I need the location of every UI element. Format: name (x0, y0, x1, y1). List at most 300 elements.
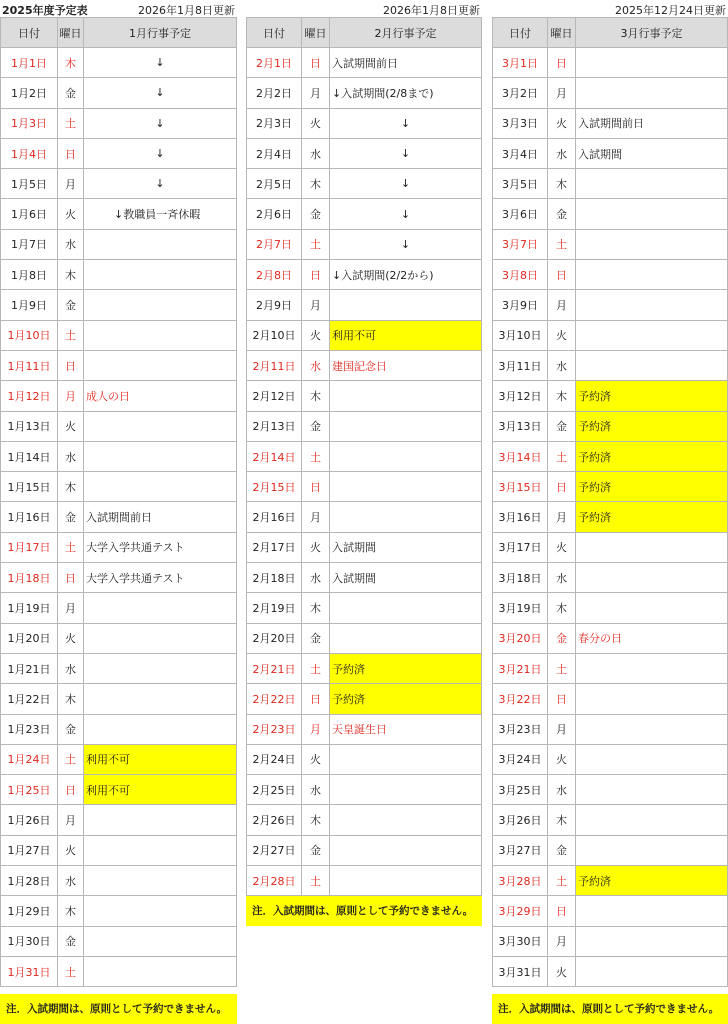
date-cell: 1月14日 (1, 441, 58, 471)
weekday-cell: 金 (302, 199, 330, 229)
event-cell (576, 532, 728, 562)
table-row (1, 623, 237, 653)
weekday-cell: 金 (548, 835, 576, 865)
weekday-cell: 水 (58, 866, 84, 896)
date-cell: 2月24日 (247, 744, 302, 774)
event-cell: 入試期間前日 (84, 502, 237, 532)
date-cell: 3月20日 (493, 623, 548, 653)
event-cell: ↓ (84, 169, 237, 199)
weekday-cell: 金 (548, 199, 576, 229)
date-cell: 2月21日 (247, 653, 302, 683)
event-cell (576, 714, 728, 744)
weekday-cell: 土 (58, 108, 84, 138)
weekday-cell: 金 (548, 623, 576, 653)
table-row (493, 805, 728, 835)
date-cell: 1月6日 (1, 199, 58, 229)
table-row (493, 350, 728, 380)
table-row (1, 108, 237, 138)
event-column-header: 2月行事予定 (330, 18, 482, 48)
date-cell: 1月2日 (1, 78, 58, 108)
date-cell: 1月1日 (1, 48, 58, 78)
event-cell (576, 78, 728, 108)
event-cell (330, 805, 482, 835)
table-row (1, 714, 237, 744)
date-cell: 3月16日 (493, 502, 548, 532)
date-cell: 3月11日 (493, 350, 548, 380)
table-row (247, 684, 482, 714)
table-row (247, 78, 482, 108)
table-row (493, 926, 728, 956)
table-row (1, 532, 237, 562)
date-cell: 2月12日 (247, 381, 302, 411)
weekday-cell: 火 (548, 108, 576, 138)
date-cell: 2月19日 (247, 593, 302, 623)
date-cell: 1月9日 (1, 290, 58, 320)
event-cell (576, 896, 728, 926)
weekday-cell: 土 (58, 956, 84, 986)
date-cell: 3月3日 (493, 108, 548, 138)
date-cell: 3月24日 (493, 744, 548, 774)
date-cell: 1月30日 (1, 926, 58, 956)
event-cell: ↓入試期間(2/8まで) (330, 78, 482, 108)
weekday-cell: 木 (58, 684, 84, 714)
event-cell (330, 502, 482, 532)
event-cell (84, 260, 237, 290)
event-cell: ↓ (330, 138, 482, 168)
reservation-note: 注．入試期間は、原則として予約できません。 (246, 896, 482, 926)
date-cell: 3月25日 (493, 775, 548, 805)
event-cell (330, 381, 482, 411)
reservation-note: 注．入試期間は、原則として予約できません。 (0, 994, 237, 1024)
date-column-header: 日付 (1, 18, 58, 48)
weekday-cell: 土 (548, 441, 576, 471)
table-row (1, 350, 237, 380)
event-cell (576, 350, 728, 380)
date-cell: 1月16日 (1, 502, 58, 532)
january-table (0, 17, 237, 987)
weekday-cell: 水 (302, 138, 330, 168)
weekday-cell: 日 (302, 260, 330, 290)
event-cell (84, 805, 237, 835)
table-row (1, 260, 237, 290)
date-cell: 3月17日 (493, 532, 548, 562)
date-cell: 2月10日 (247, 320, 302, 350)
event-cell: 入試期間 (576, 138, 728, 168)
date-cell: 3月22日 (493, 684, 548, 714)
january-header-bar (0, 0, 237, 17)
event-cell: ↓ (330, 169, 482, 199)
table-row (493, 108, 728, 138)
date-cell: 2月6日 (247, 199, 302, 229)
event-cell: 予約済 (330, 653, 482, 683)
weekday-cell: 土 (548, 653, 576, 683)
weekday-cell: 水 (302, 775, 330, 805)
march-header-bar (492, 0, 728, 17)
table-row (1, 866, 237, 896)
event-cell (84, 441, 237, 471)
date-cell: 2月22日 (247, 684, 302, 714)
date-cell: 3月1日 (493, 48, 548, 78)
date-cell: 2月28日 (247, 866, 302, 896)
table-row (1, 78, 237, 108)
table-row (493, 199, 728, 229)
date-cell: 2月4日 (247, 138, 302, 168)
table-row (1, 441, 237, 471)
weekday-cell: 水 (548, 350, 576, 380)
event-cell (84, 290, 237, 320)
date-cell: 3月30日 (493, 926, 548, 956)
table-row (1, 290, 237, 320)
table-row (493, 653, 728, 683)
date-cell: 1月7日 (1, 229, 58, 259)
weekday-cell: 金 (58, 926, 84, 956)
date-cell: 2月20日 (247, 623, 302, 653)
event-cell (576, 653, 728, 683)
table-row (493, 563, 728, 593)
event-cell (330, 623, 482, 653)
date-cell: 1月26日 (1, 805, 58, 835)
event-cell: ↓ (330, 229, 482, 259)
table-row (1, 956, 237, 986)
weekday-cell: 日 (58, 775, 84, 805)
event-cell: 予約済 (576, 866, 728, 896)
weekday-cell: 金 (548, 411, 576, 441)
event-cell: ↓ (84, 108, 237, 138)
event-cell (576, 199, 728, 229)
date-cell: 2月26日 (247, 805, 302, 835)
event-cell (330, 775, 482, 805)
table-row (493, 48, 728, 78)
event-cell: 建国記念日 (330, 350, 482, 380)
table-row (247, 623, 482, 653)
weekday-cell: 木 (548, 381, 576, 411)
table-row (247, 653, 482, 683)
event-cell (576, 593, 728, 623)
event-cell: 大学入学共通テスト (84, 563, 237, 593)
event-cell (576, 775, 728, 805)
date-cell: 3月7日 (493, 229, 548, 259)
date-cell: 2月5日 (247, 169, 302, 199)
table-row (1, 896, 237, 926)
february-table (246, 17, 482, 896)
weekday-cell: 火 (58, 623, 84, 653)
weekday-cell: 火 (58, 199, 84, 229)
date-cell: 2月16日 (247, 502, 302, 532)
table-row (493, 714, 728, 744)
february-header-bar (246, 0, 482, 17)
weekday-cell: 水 (58, 653, 84, 683)
weekday-cell: 日 (548, 260, 576, 290)
updated-date: 2025年12月24日更新 (615, 4, 726, 17)
table-row (493, 956, 728, 986)
weekday-cell: 日 (548, 472, 576, 502)
weekday-cell: 月 (302, 78, 330, 108)
event-cell (84, 835, 237, 865)
date-cell: 2月15日 (247, 472, 302, 502)
event-cell: 利用不可 (84, 744, 237, 774)
event-cell (576, 956, 728, 986)
table-row (247, 866, 482, 896)
updated-date: 2026年1月8日更新 (383, 4, 480, 17)
weekday-cell: 日 (58, 350, 84, 380)
table-row (247, 502, 482, 532)
date-cell: 3月6日 (493, 199, 548, 229)
table-row (493, 532, 728, 562)
event-cell: 入試期間 (330, 532, 482, 562)
weekday-cell: 木 (548, 593, 576, 623)
weekday-cell: 木 (302, 381, 330, 411)
weekday-cell: 木 (302, 805, 330, 835)
weekday-cell: 月 (548, 926, 576, 956)
date-cell: 1月15日 (1, 472, 58, 502)
weekday-cell: 日 (302, 472, 330, 502)
date-cell: 3月2日 (493, 78, 548, 108)
table-row (1, 138, 237, 168)
event-cell: 春分の日 (576, 623, 728, 653)
table-row (247, 441, 482, 471)
table-row (247, 532, 482, 562)
weekday-cell: 月 (302, 290, 330, 320)
date-cell: 2月13日 (247, 411, 302, 441)
event-cell (84, 411, 237, 441)
weekday-cell: 土 (302, 653, 330, 683)
table-row (247, 744, 482, 774)
weekday-cell: 日 (58, 138, 84, 168)
event-cell (576, 744, 728, 774)
table-row (493, 744, 728, 774)
table-row (1, 169, 237, 199)
weekday-cell: 月 (302, 714, 330, 744)
event-cell (330, 411, 482, 441)
event-cell (84, 714, 237, 744)
event-cell (576, 229, 728, 259)
table-row (493, 775, 728, 805)
weekday-cell: 土 (302, 229, 330, 259)
date-cell: 2月18日 (247, 563, 302, 593)
date-cell: 3月15日 (493, 472, 548, 502)
weekday-cell: 火 (548, 320, 576, 350)
table-row (247, 593, 482, 623)
table-row (493, 502, 728, 532)
weekday-cell: 土 (58, 320, 84, 350)
table-row (1, 502, 237, 532)
date-cell: 3月19日 (493, 593, 548, 623)
event-cell (84, 350, 237, 380)
weekday-cell: 木 (58, 48, 84, 78)
event-cell (84, 472, 237, 502)
table-row (247, 835, 482, 865)
weekday-cell: 火 (548, 532, 576, 562)
date-cell: 1月27日 (1, 835, 58, 865)
event-cell (330, 593, 482, 623)
event-cell (576, 835, 728, 865)
event-cell (330, 866, 482, 896)
date-cell: 1月21日 (1, 653, 58, 683)
event-cell (576, 48, 728, 78)
date-cell: 3月8日 (493, 260, 548, 290)
table-row (1, 472, 237, 502)
weekday-cell: 月 (548, 502, 576, 532)
table-row (493, 169, 728, 199)
date-cell: 2月8日 (247, 260, 302, 290)
schedule-title: 2025年度予定表 (2, 4, 88, 17)
table-row (1, 653, 237, 683)
event-cell (576, 805, 728, 835)
weekday-cell: 水 (302, 350, 330, 380)
weekday-cell: 火 (302, 108, 330, 138)
date-cell: 1月28日 (1, 866, 58, 896)
table-row (1, 835, 237, 865)
weekday-cell: 水 (302, 563, 330, 593)
table-row (247, 290, 482, 320)
column-header-row (493, 18, 728, 48)
weekday-cell: 火 (58, 835, 84, 865)
table-row (1, 926, 237, 956)
event-cell (330, 835, 482, 865)
table-row (493, 320, 728, 350)
event-cell: 予約済 (576, 502, 728, 532)
date-cell: 1月25日 (1, 775, 58, 805)
date-cell: 1月31日 (1, 956, 58, 986)
table-row (1, 684, 237, 714)
table-row (493, 866, 728, 896)
weekday-cell: 火 (302, 320, 330, 350)
weekday-cell: 木 (302, 593, 330, 623)
event-cell (84, 896, 237, 926)
date-cell: 1月18日 (1, 563, 58, 593)
event-cell (576, 563, 728, 593)
event-cell (84, 956, 237, 986)
date-cell: 2月14日 (247, 441, 302, 471)
event-cell (84, 926, 237, 956)
table-row (1, 563, 237, 593)
weekday-cell: 日 (548, 684, 576, 714)
weekday-cell: 土 (58, 744, 84, 774)
event-column-header: 3月行事予定 (576, 18, 728, 48)
event-cell: 成人の日 (84, 381, 237, 411)
date-cell: 1月5日 (1, 169, 58, 199)
event-cell (330, 290, 482, 320)
date-cell: 1月19日 (1, 593, 58, 623)
event-cell: 予約済 (576, 472, 728, 502)
table-row (493, 441, 728, 471)
date-cell: 3月18日 (493, 563, 548, 593)
weekday-cell: 木 (302, 169, 330, 199)
date-cell: 3月31日 (493, 956, 548, 986)
weekday-cell: 水 (58, 229, 84, 259)
event-cell (84, 320, 237, 350)
weekday-column-header: 曜日 (302, 18, 330, 48)
weekday-cell: 水 (548, 138, 576, 168)
event-cell: 予約済 (330, 684, 482, 714)
weekday-cell: 日 (302, 48, 330, 78)
weekday-cell: 土 (58, 532, 84, 562)
date-column-header: 日付 (247, 18, 302, 48)
date-cell: 1月10日 (1, 320, 58, 350)
date-cell: 3月23日 (493, 714, 548, 744)
reservation-note: 注．入試期間は、原則として予約できません。 (492, 994, 728, 1024)
date-cell: 3月29日 (493, 896, 548, 926)
table-row (493, 593, 728, 623)
event-cell: 予約済 (576, 411, 728, 441)
event-cell: 入試期間前日 (576, 108, 728, 138)
date-cell: 1月17日 (1, 532, 58, 562)
date-cell: 1月4日 (1, 138, 58, 168)
weekday-cell: 月 (58, 805, 84, 835)
event-cell: 天皇誕生日 (330, 714, 482, 744)
event-cell: 大学入学共通テスト (84, 532, 237, 562)
table-row (493, 411, 728, 441)
event-cell (84, 229, 237, 259)
table-row (1, 805, 237, 835)
table-row (1, 320, 237, 350)
table-row (247, 260, 482, 290)
weekday-cell: 木 (58, 260, 84, 290)
table-row (247, 411, 482, 441)
date-cell: 2月3日 (247, 108, 302, 138)
table-row (1, 229, 237, 259)
date-cell: 1月23日 (1, 714, 58, 744)
event-cell (576, 320, 728, 350)
event-cell: 利用不可 (330, 320, 482, 350)
event-cell (330, 441, 482, 471)
date-cell: 1月11日 (1, 350, 58, 380)
weekday-cell: 木 (548, 805, 576, 835)
table-row (493, 78, 728, 108)
table-row (493, 472, 728, 502)
date-cell: 3月10日 (493, 320, 548, 350)
event-cell (84, 623, 237, 653)
date-cell: 2月27日 (247, 835, 302, 865)
date-cell: 1月3日 (1, 108, 58, 138)
table-row (1, 411, 237, 441)
table-row (1, 199, 237, 229)
date-cell: 1月22日 (1, 684, 58, 714)
date-cell: 3月27日 (493, 835, 548, 865)
table-row (247, 108, 482, 138)
event-cell: 利用不可 (84, 775, 237, 805)
table-row (1, 593, 237, 623)
table-row (1, 48, 237, 78)
date-cell: 1月13日 (1, 411, 58, 441)
event-cell: ↓入試期間(2/2から) (330, 260, 482, 290)
table-row (247, 350, 482, 380)
event-cell: 予約済 (576, 381, 728, 411)
date-cell: 3月28日 (493, 866, 548, 896)
table-row (247, 775, 482, 805)
date-cell: 1月20日 (1, 623, 58, 653)
weekday-cell: 月 (58, 381, 84, 411)
table-row (493, 623, 728, 653)
date-cell: 1月29日 (1, 896, 58, 926)
table-row (1, 775, 237, 805)
event-cell (576, 684, 728, 714)
table-row (1, 744, 237, 774)
date-cell: 2月11日 (247, 350, 302, 380)
weekday-cell: 木 (548, 169, 576, 199)
event-cell (576, 260, 728, 290)
column-header-row (1, 18, 237, 48)
event-cell (576, 290, 728, 320)
date-cell: 3月21日 (493, 653, 548, 683)
weekday-cell: 金 (58, 502, 84, 532)
weekday-cell: 火 (58, 411, 84, 441)
weekday-cell: 金 (302, 623, 330, 653)
weekday-cell: 火 (302, 532, 330, 562)
date-cell: 3月14日 (493, 441, 548, 471)
table-row (247, 48, 482, 78)
table-row (493, 381, 728, 411)
